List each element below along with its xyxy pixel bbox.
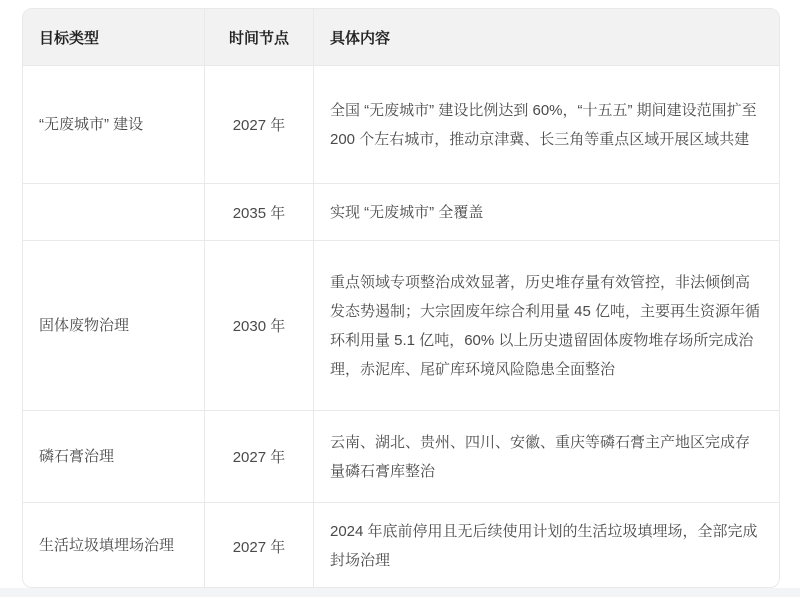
column-header-target-type: 目标类型: [23, 9, 204, 66]
targets-table: [23, 9, 779, 588]
time-node-cell: 2035 年: [204, 184, 313, 241]
content-cell: 实现 “无废城市” 全覆盖: [313, 184, 779, 241]
time-node-cell: 2027 年: [204, 66, 313, 184]
content-cell: 2024 年底前停用且无后续使用计划的生活垃圾填埋场，全部完成封场治理: [313, 503, 779, 588]
table-row: [23, 241, 779, 411]
time-node-cell: 2030 年: [204, 241, 313, 411]
table-row: [23, 411, 779, 503]
content-cell: 全国 “无废城市” 建设比例达到 60%，“十五五” 期间建设范围扩至 200 个左右城市，推动京津冀、长三角等重点区域开展区域共建: [313, 66, 779, 184]
table-body: [23, 66, 779, 588]
page-bottom-strip: [0, 588, 800, 597]
content-cell: 云南、湖北、贵州、四川、安徽、重庆等磷石膏主产地区完成存量磷石膏库整治: [313, 411, 779, 503]
target-type-cell: 磷石膏治理: [23, 411, 204, 503]
target-type-cell: “无废城市” 建设: [23, 66, 204, 184]
content-cell: 重点领域专项整治成效显著，历史堆存量有效管控，非法倾倒高发态势遏制；大宗固废年综合利用量 45 亿吨，主要再生资源年循环利用量 5.1 亿吨，60% 以上历史遗留固体废物堆存场所完成治理，赤泥库、尾矿库环境风险隐患全面整治: [313, 241, 779, 411]
table-row: [23, 184, 779, 241]
time-node-cell: 2027 年: [204, 503, 313, 588]
column-header-time-node: 时间节点: [204, 9, 313, 66]
time-node-cell: 2027 年: [204, 411, 313, 503]
column-header-content: 具体内容: [313, 9, 779, 66]
target-type-cell: 生活垃圾填埋场治理: [39, 537, 175, 554]
header-row: [23, 9, 779, 66]
target-type-cell: [23, 184, 204, 241]
table-header: [23, 9, 779, 66]
target-type-cell: 固体废物治理: [23, 241, 204, 411]
targets-table-card: [22, 8, 780, 588]
table-row: [23, 66, 779, 184]
table-row: [23, 503, 779, 588]
